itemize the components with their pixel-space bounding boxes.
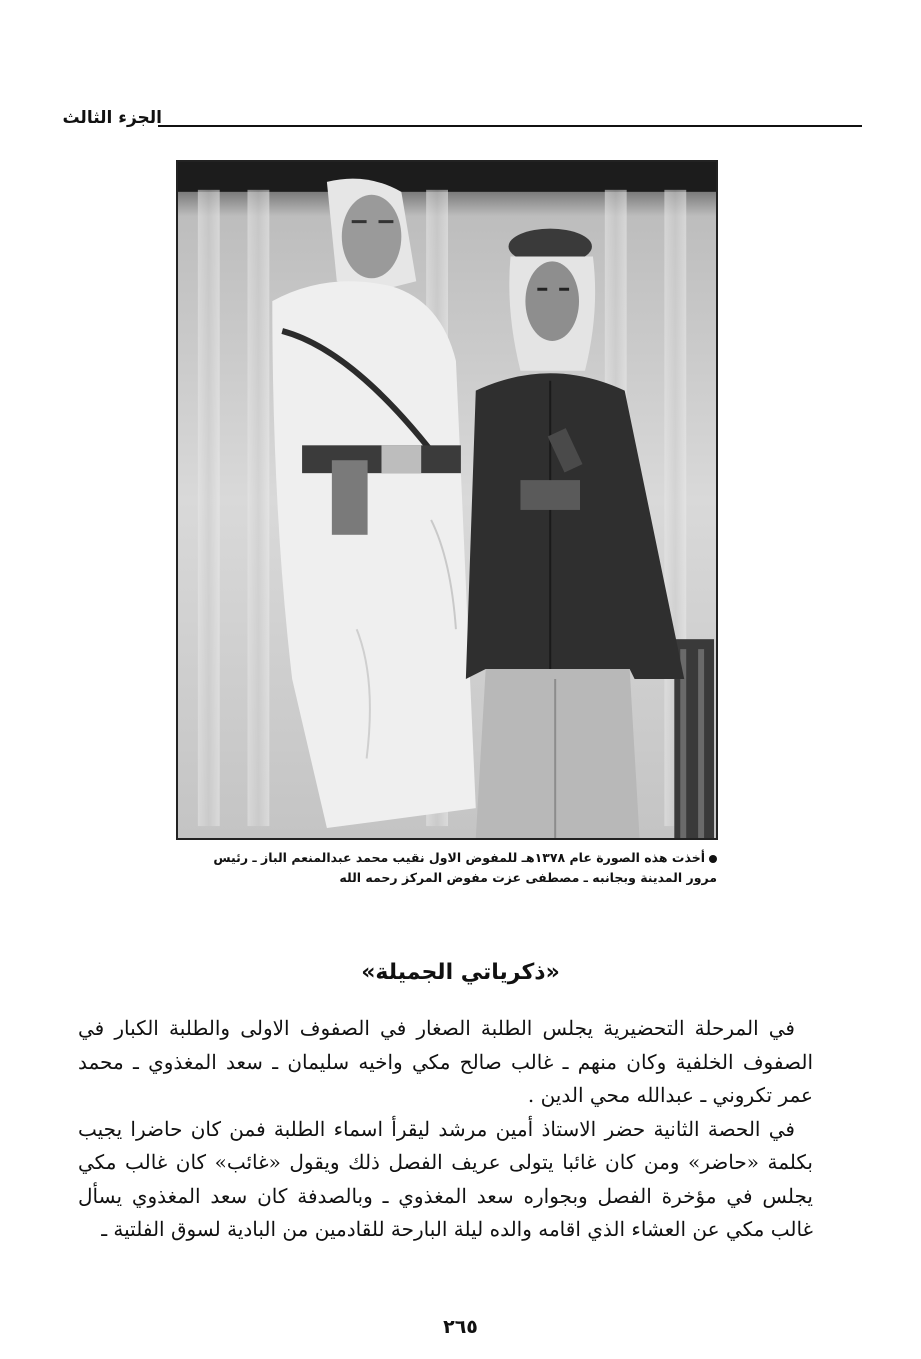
paragraph-1: في المرحلة التحضيرية يجلس الطلبة الصغار في الصفوف الاولى والطلبة الكبار في الصفوف الخلفية وكان منهم ـ غالب صالح مكي واخيه سليمان ـ سعد المغذوي ـ محمد عمر تكروني ـ عبدالله محي الدين . — [78, 1016, 813, 1107]
header-rule — [158, 125, 862, 127]
article-body — [78, 1012, 813, 1247]
header-title: الجزء الثالث — [62, 108, 162, 128]
caption-line-1-text: أخذت هذه الصورة عام ١٣٧٨هـ للمفوض الاول نقيب محمد عبدالمنعم الباز ـ رئيس — [213, 850, 705, 865]
photo-caption — [205, 848, 717, 888]
page-header — [60, 108, 862, 132]
photo-illustration — [178, 162, 716, 838]
historical-photo — [176, 160, 718, 840]
article-title: «ذكرياتي الجميلة» — [361, 960, 560, 985]
page-number: ٢٦٥ — [443, 1316, 478, 1338]
caption-line-2: مرور المدينة وبجانبه ـ مصطفى عزت مفوض المركز رحمه الله — [339, 870, 717, 885]
bullet-icon — [709, 855, 717, 863]
caption-line-1 — [205, 848, 717, 868]
paragraph-2: في الحصة الثانية حضر الاستاذ أمين مرشد ليقرأ اسماء الطلبة فمن كان حاضرا يجيب بكلمة «حاضر» ومن كان غائبا يتولى عريف الفصل ذلك ويقول «غائب» كان غالب مكي يجلس في مؤخرة الفصل وبجواره سعد المغذوي ـ وبالصدفة كان سعد المغذوي يسأل غالب مكي عن العشاء الذي اقامه والده ليلة البارحة للقادمين من البادية لسوق الفلتية ـ — [78, 1116, 813, 1241]
photo-top-shadow — [178, 162, 716, 192]
